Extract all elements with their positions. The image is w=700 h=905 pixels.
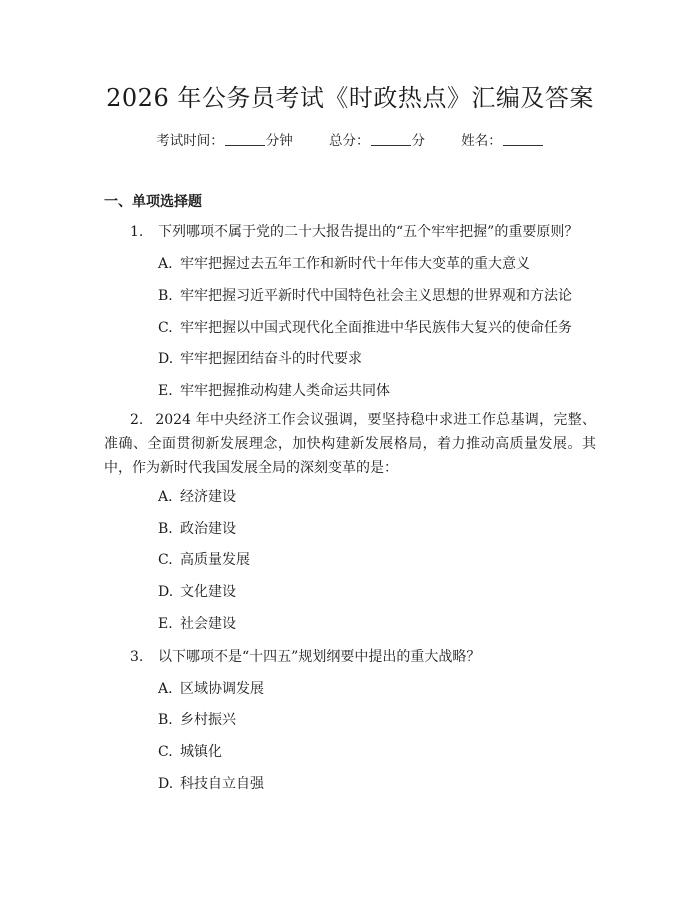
option-letter: E. xyxy=(158,383,173,399)
option-text: 社会建设 xyxy=(180,616,236,632)
option-letter: C. xyxy=(158,552,173,568)
option-item xyxy=(158,317,572,339)
time-blank xyxy=(225,131,265,146)
total-score-field xyxy=(329,130,425,152)
name-field xyxy=(461,130,544,152)
option-letter: D. xyxy=(158,351,174,367)
option-letter: C. xyxy=(158,744,173,760)
score-blank xyxy=(371,131,411,146)
option-letter: B. xyxy=(158,288,173,304)
option-item xyxy=(158,709,236,731)
time-label: 考试时间： xyxy=(156,133,224,149)
option-item xyxy=(158,678,264,700)
score-unit: 分 xyxy=(411,133,425,149)
exam-time-field xyxy=(156,130,293,152)
question-text: 以下哪项不是“十四五”规划纲要中提出的重大战略？ xyxy=(158,649,481,665)
option-letter: A. xyxy=(158,489,173,505)
question-3 xyxy=(130,646,480,668)
page-title: 2026 年公务员考试《时政热点》汇编及答案 xyxy=(106,84,594,112)
option-item xyxy=(158,253,530,275)
question-text: 下列哪项不属于党的二十大报告提出的“五个牢牢把握”的重要原则？ xyxy=(158,224,579,240)
option-letter: D. xyxy=(158,584,174,600)
question-1 xyxy=(130,221,578,243)
option-item xyxy=(158,741,222,763)
name-label: 姓名： xyxy=(461,133,502,149)
option-item xyxy=(158,380,390,402)
option-text: 牢牢把握团结奋斗的时代要求 xyxy=(180,351,362,367)
option-item xyxy=(158,773,264,795)
option-letter: A. xyxy=(158,681,173,697)
option-text: 文化建设 xyxy=(180,584,236,600)
section-title: 一、单项选择题 xyxy=(104,194,202,210)
option-text: 政治建设 xyxy=(180,521,236,537)
option-letter: A. xyxy=(158,256,173,272)
option-text: 牢牢把握以中国式现代化全面推进中华民族伟大复兴的使命任务 xyxy=(180,320,572,336)
option-text: 高质量发展 xyxy=(180,552,250,568)
option-letter: D. xyxy=(158,776,174,792)
option-text: 牢牢把握过去五年工作和新时代十年伟大变革的重大意义 xyxy=(180,256,530,272)
time-unit: 分钟 xyxy=(265,133,293,149)
option-item xyxy=(158,613,236,635)
option-letter: B. xyxy=(158,521,173,537)
option-letter: C. xyxy=(158,320,173,336)
question-number: 3. xyxy=(130,649,144,665)
option-item xyxy=(158,518,236,540)
question-number: 1. xyxy=(130,224,144,240)
option-item xyxy=(158,549,250,571)
option-text: 城镇化 xyxy=(180,744,222,760)
option-item xyxy=(158,581,236,603)
option-text: 经济建设 xyxy=(180,489,236,505)
exam-meta xyxy=(0,130,700,152)
option-text: 区域协调发展 xyxy=(180,681,264,697)
question-text: 2024 年中央经济工作会议强调，要坚持稳中求进工作总基调，完整、准确、全面贯彻新发展理念，加快构建新发展格局，着力推动高质量发展。其中，作为新时代我国发展全局的深刻变革的是： xyxy=(104,412,596,476)
name-blank xyxy=(503,131,543,146)
option-text: 乡村振兴 xyxy=(180,712,236,728)
option-letter: E. xyxy=(158,616,173,632)
option-item xyxy=(158,486,236,508)
option-text: 牢牢把握推动构建人类命运共同体 xyxy=(180,383,390,399)
score-label: 总分： xyxy=(329,133,370,149)
option-letter: B. xyxy=(158,712,173,728)
question-2 xyxy=(104,408,596,480)
option-item xyxy=(158,348,362,370)
option-item xyxy=(158,285,572,307)
option-text: 科技自立自强 xyxy=(180,776,264,792)
question-number: 2. xyxy=(130,412,144,428)
option-text: 牢牢把握习近平新时代中国特色社会主义思想的世界观和方法论 xyxy=(180,288,572,304)
